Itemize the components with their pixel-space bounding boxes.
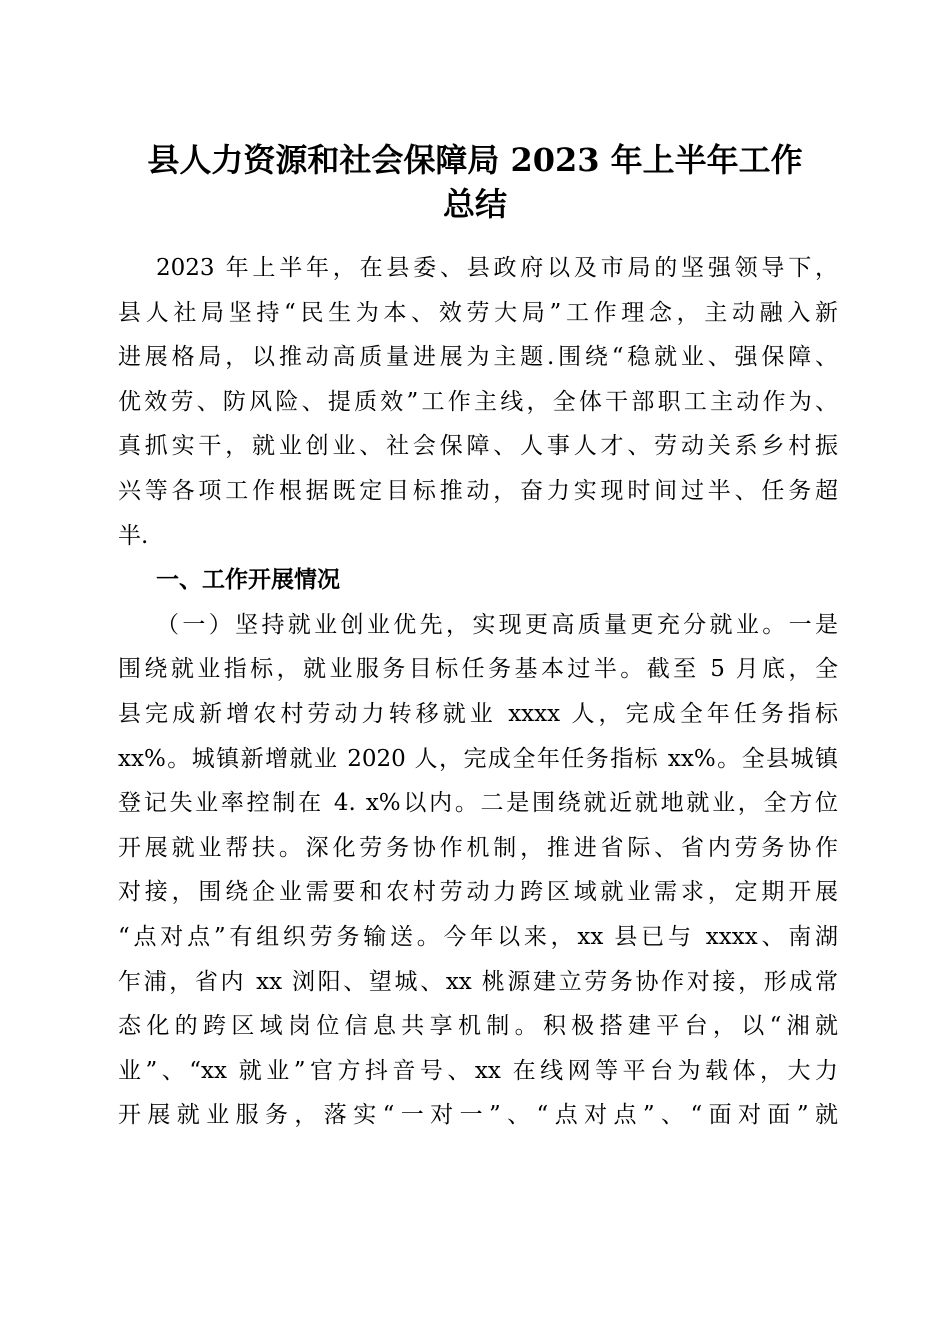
paragraph-line: xx%。城镇新增就业 2020 人，完成全年任务指标 xx%。全县城镇 [118, 745, 838, 772]
section-heading: 一、工作开展情况 [156, 567, 340, 594]
title-line-2: 总结 [442, 185, 507, 223]
paragraph-line: 围绕就业指标，就业服务目标任务基本过半。截至 5 月底，全 [118, 656, 838, 683]
paragraph-line: 优效劳、防风险、提质效”工作主线，全体干部职工主动作为、 [118, 388, 838, 415]
paragraph-line: “点对点”有组织劳务输送。今年以来，xx 县已与 xxxx、南湖 [118, 923, 838, 950]
paragraph-line: （一）坚持就业创业优先，实现更高质量更充分就业。一是 [156, 611, 838, 638]
document-body [118, 246, 838, 1138]
paragraph-line: 兴等各项工作根据既定目标推动，奋力实现时间过半、任务超 [118, 477, 838, 504]
paragraph-line: 开展就业服务，落实“一对一”、“点对点”、“面对面”就 [118, 1102, 838, 1129]
document-title [0, 138, 950, 226]
title-line-1: 县人力资源和社会保障局 2023 年上半年工作 [147, 141, 803, 179]
paragraph-line: 业”、“xx 就业”官方抖音号、xx 在线网等平台为载体，大力 [118, 1057, 838, 1084]
paragraph-line: 开展就业帮扶。深化劳务协作机制，推进省际、省内劳务协作 [118, 834, 838, 861]
paragraph-line: 态化的跨区域岗位信息共享机制。积极搭建平台，以“湘就 [118, 1013, 838, 1040]
paragraph-line: 县完成新增农村劳动力转移就业 xxxx 人，完成全年任务指标 [118, 700, 838, 727]
paragraph-line: 对接，围绕企业需要和农村劳动力跨区域就业需求，定期开展 [118, 879, 838, 906]
paragraph-line: 进展格局，以推动高质量进展为主题.围绕“稳就业、强保障、 [118, 344, 838, 371]
paragraph-line: 乍浦，省内 xx 浏阳、望城、xx 桃源建立劳务协作对接，形成常 [118, 968, 838, 995]
paragraph-line: 县人社局坚持“民生为本、效劳大局”工作理念，主动融入新 [118, 299, 838, 326]
paragraph-line: 2023 年上半年，在县委、县政府以及市局的坚强领导下， [156, 255, 838, 281]
paragraph-line: 真抓实干，就业创业、社会保障、人事人才、劳动关系乡村振 [118, 433, 838, 460]
paragraph-line: 半. [118, 522, 149, 549]
paragraph-line: 登记失业率控制在 4. x%以内。二是围绕就近就地就业，全方位 [118, 790, 838, 817]
